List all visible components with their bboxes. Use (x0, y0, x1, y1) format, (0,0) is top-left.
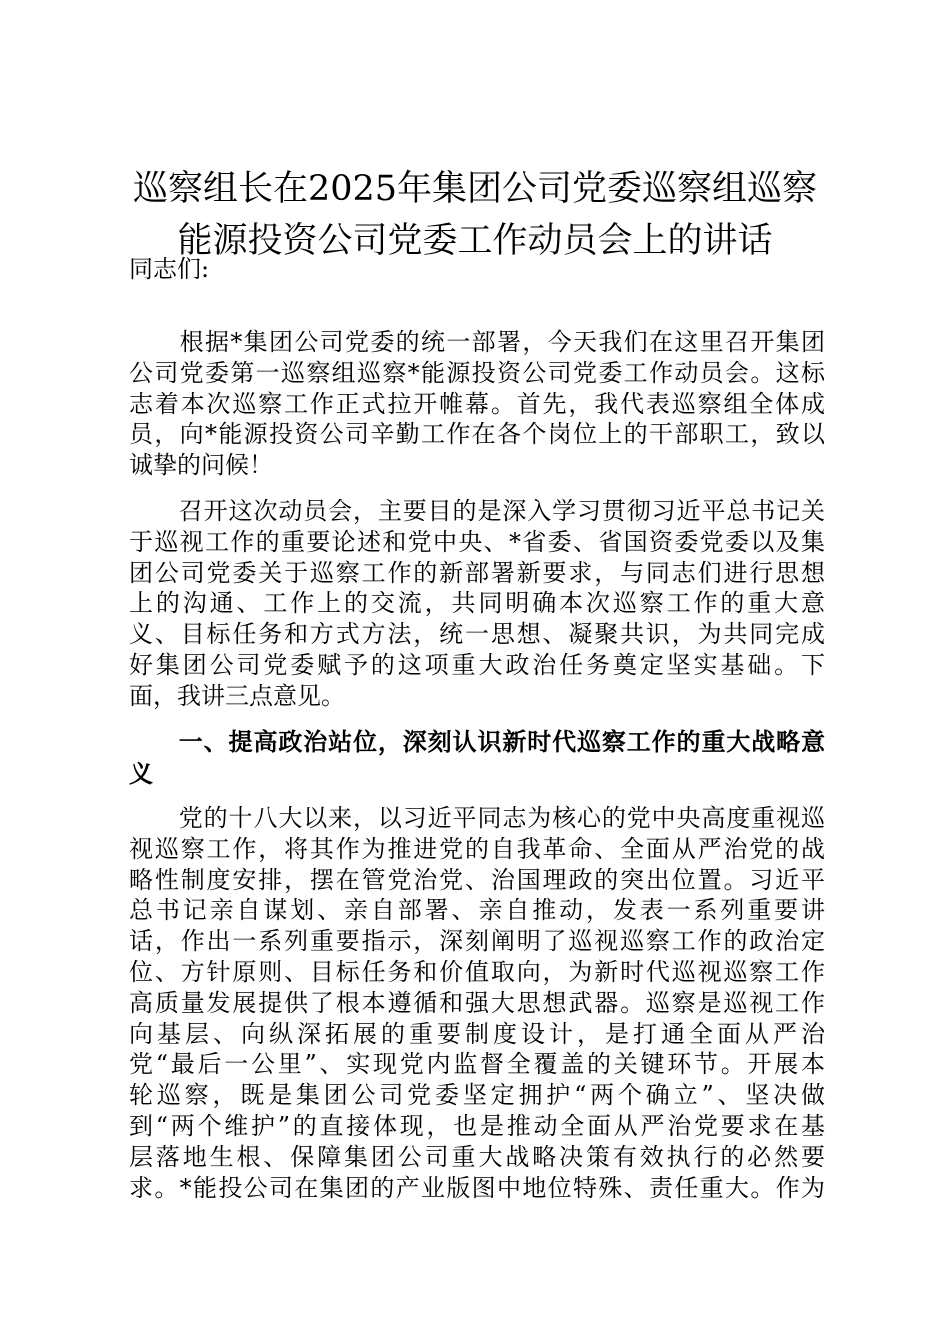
paragraph-line: 于巡视工作的重要论述和党中央、*省委、省国资委党委以及集 (129, 527, 825, 556)
paragraph-line: 求。*能投公司在集团的产业版图中地位特殊、责任重大。作为 (129, 1173, 825, 1202)
paragraph-line: 面，我讲三点意见。 (129, 681, 345, 710)
heading-line: 一、提高政治站位，深刻认识新时代巡察工作的重大战略意 (129, 728, 825, 756)
paragraph-line: 召开这次动员会，主要目的是深入学习贯彻习近平总书记关 (129, 497, 825, 525)
paragraph-line: 好集团公司党委赋予的这项重大政治任务奠定坚实基础。下 (129, 650, 825, 679)
paragraph-line: 向基层、向纵深拓展的重要制度设计，是打通全面从严治 (129, 1019, 825, 1048)
section-heading-1 (129, 726, 825, 790)
paragraph-line: 义、目标任务和方式方法，统一思想、凝聚共识，为共同完成 (129, 620, 825, 649)
paragraph-2 (129, 496, 825, 712)
document-title (100, 163, 850, 267)
paragraph-line: 党的十八大以来，以习近平同志为核心的党中央高度重视巡 (129, 804, 825, 832)
title-line-1: 巡察组长在2025年集团公司党委巡察组巡察 (132, 169, 818, 209)
paragraph-1 (129, 327, 825, 481)
paragraph-line: 党“最后一公里”、实现党内监督全覆盖的关键环节。开展本 (129, 1050, 825, 1079)
salutation: 同志们: (129, 255, 210, 283)
paragraph-line: 轮巡察，既是集团公司党委坚定拥护“两个确立”、坚决做 (129, 1081, 825, 1110)
paragraph-line: 高质量发展提供了根本遵循和强大思想武器。巡察是巡视工作 (129, 988, 825, 1017)
paragraph-line: 略性制度安排，摆在管党治党、治国理政的突出位置。习近平 (129, 865, 825, 894)
paragraph-line: 上的沟通、工作上的交流，共同明确本次巡察工作的重大意 (129, 589, 825, 618)
paragraph-line: 公司党委第一巡察组巡察*能源投资公司党委工作动员会。这标 (129, 358, 825, 387)
paragraph-line: 位、方针原则、目标任务和价值取向，为新时代巡视巡察工作 (129, 957, 825, 986)
paragraph-line: 到“两个维护”的直接体现，也是推动全面从严治党要求在基 (129, 1111, 825, 1140)
paragraph-line: 团公司党委关于巡察工作的新部署新要求，与同志们进行思想 (129, 558, 825, 587)
heading-line: 义 (129, 760, 153, 788)
paragraph-3 (129, 803, 825, 1203)
paragraph-line: 视巡察工作，将其作为推进党的自我革命、全面从严治党的战 (129, 834, 825, 863)
paragraph-line: 根据*集团公司党委的统一部署，今天我们在这里召开集团 (129, 328, 825, 356)
paragraph-line: 员，向*能源投资公司辛勤工作在各个岗位上的干部职工，致以 (129, 420, 825, 449)
paragraph-line: 诚挚的问候！ (129, 451, 273, 480)
paragraph-line: 志着本次巡察工作正式拉开帷幕。首先，我代表巡察组全体成 (129, 389, 825, 418)
paragraph-line: 话，作出一系列重要指示，深刻阐明了巡视巡察工作的政治定 (129, 927, 825, 956)
title-line-2: 能源投资公司党委工作动员会上的讲话 (177, 221, 773, 261)
paragraph-line: 层落地生根、保障集团公司重大战略决策有效执行的必然要 (129, 1142, 825, 1171)
paragraph-line: 总书记亲自谋划、亲自部署、亲自推动，发表一系列重要讲 (129, 896, 825, 925)
